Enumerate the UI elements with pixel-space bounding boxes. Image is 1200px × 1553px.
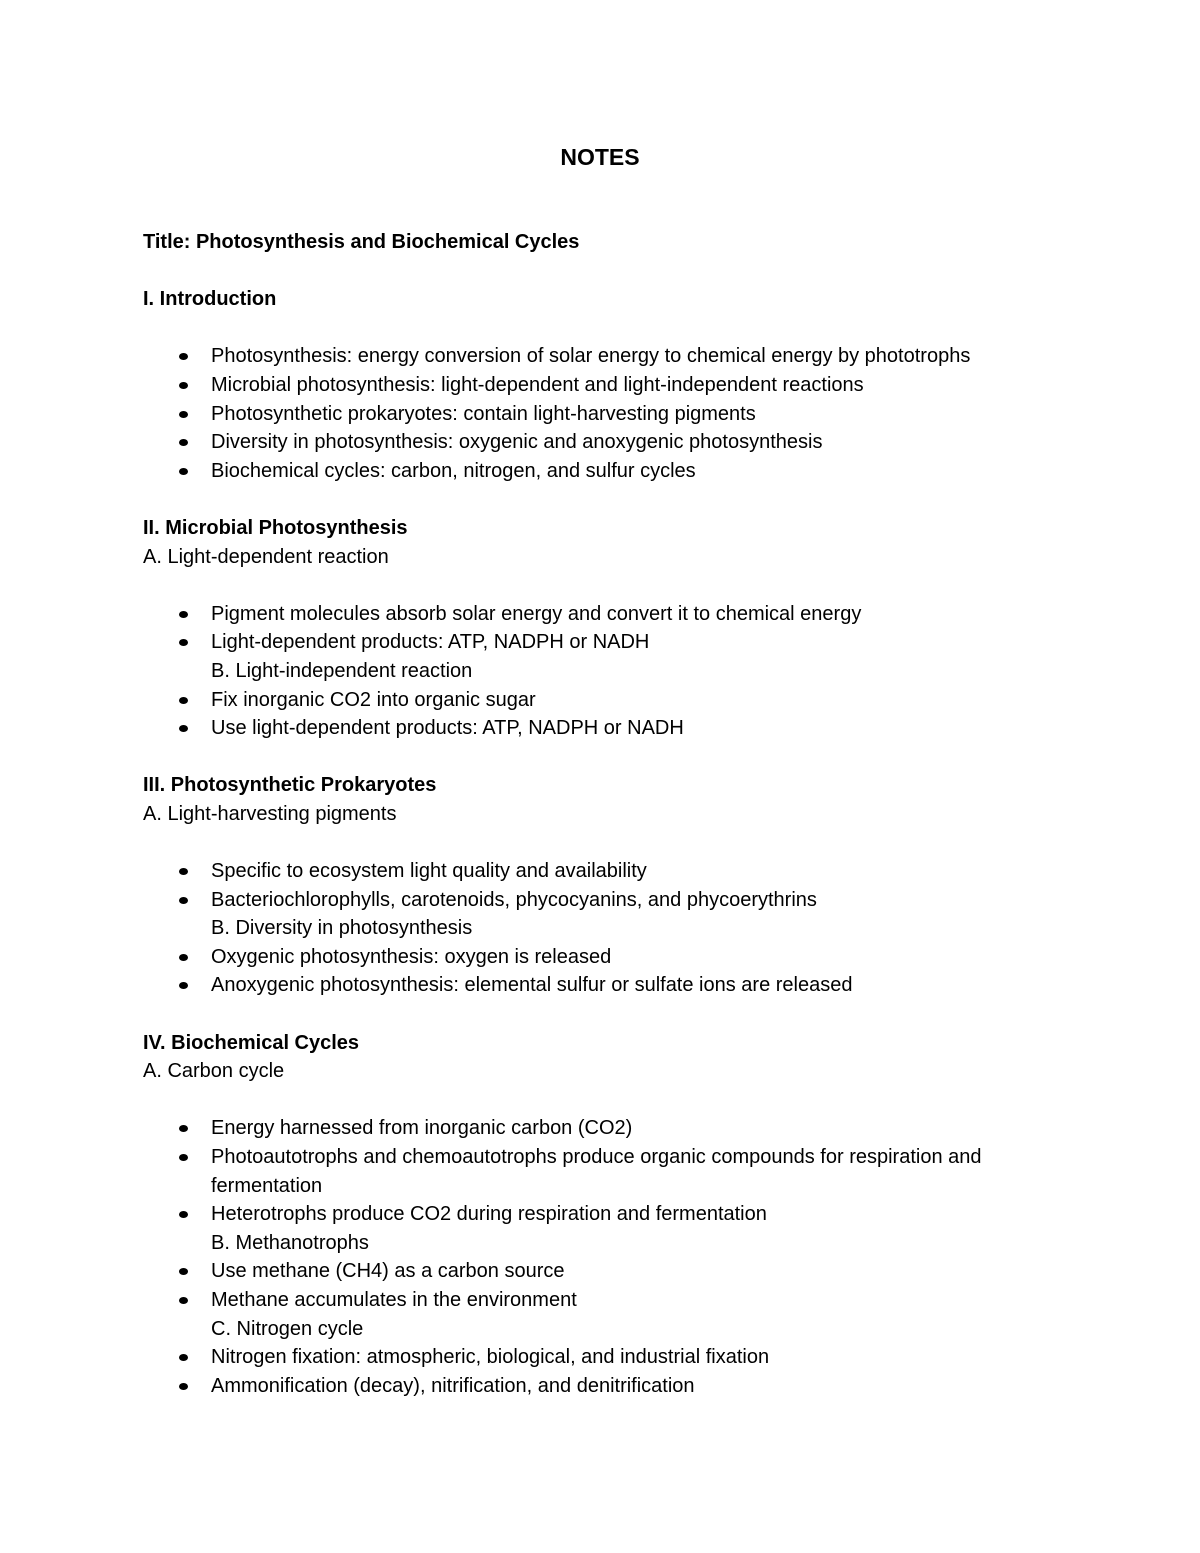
list-item [143, 428, 1103, 457]
list-item [143, 1343, 1103, 1372]
bullet-list-microbial-b [143, 686, 1103, 743]
bullet-list-introduction [143, 342, 1103, 485]
list-item-text: Microbial photosynthesis: light-dependent and light-independent reactions [211, 373, 864, 396]
bullet-icon [179, 353, 188, 360]
list-item [143, 686, 1103, 715]
bullet-list-cycles [143, 1114, 1103, 1228]
subheading-diversity: B. Diversity in photosynthesis [211, 917, 473, 940]
bullet-icon [179, 1154, 188, 1161]
document-content [143, 228, 1103, 1400]
list-item [143, 457, 1103, 486]
bullet-list-cycles-b [143, 1257, 1103, 1314]
list-item-text: Heterotrophs produce CO2 during respiration and fermentation [211, 1203, 767, 1226]
list-item-text: Specific to ecosystem light quality and availability [211, 860, 647, 883]
list-item-text: Bacteriochlorophylls, carotenoids, phycocyanins, and phycoerythrins [211, 888, 817, 911]
section-heading-microbial-photosynthesis: II. Microbial Photosynthesis [143, 516, 408, 539]
list-item-text: Nitrogen fixation: atmospheric, biological, and industrial fixation [211, 1346, 770, 1369]
spacer [143, 485, 1103, 514]
list-item [143, 1114, 1103, 1143]
document-title: Title: Photosynthesis and Biochemical Cycles [143, 231, 580, 253]
section-heading-introduction: I. Introduction [143, 288, 277, 311]
list-item-text: Pigment molecules absorb solar energy and convert it to chemical energy [211, 602, 862, 625]
list-item-text: Fix inorganic CO2 into organic sugar [211, 688, 536, 711]
list-item-text: Methane accumulates in the environment [211, 1288, 577, 1311]
list-item [143, 1286, 1103, 1315]
subheading-light-dependent: A. Light-dependent reaction [143, 545, 389, 568]
list-item-text: Anoxygenic photosynthesis: elemental sulfur or sulfate ions are released [211, 974, 853, 997]
bullet-icon [179, 639, 188, 646]
subheading-nitrogen-cycle: C. Nitrogen cycle [211, 1317, 364, 1340]
subheading-carbon-cycle: A. Carbon cycle [143, 1060, 285, 1083]
list-item-text: Diversity in photosynthesis: oxygenic and anoxygenic photosynthesis [211, 431, 823, 454]
bullet-icon [179, 382, 188, 389]
list-item [143, 628, 1103, 657]
subheading-light-harvesting-pigments: A. Light-harvesting pigments [143, 802, 397, 825]
list-item [143, 1372, 1103, 1401]
bullet-icon [179, 982, 188, 989]
section-heading-photosynthetic-prokaryotes: III. Photosynthetic Prokaryotes [143, 774, 437, 797]
bullet-icon [179, 897, 188, 904]
section-heading-biochemical-cycles: IV. Biochemical Cycles [143, 1031, 360, 1054]
list-item [143, 943, 1103, 972]
spacer [143, 1000, 1103, 1029]
list-item [143, 857, 1103, 886]
subheading-light-independent: B. Light-independent reaction [211, 659, 473, 682]
spacer [143, 743, 1103, 772]
spacer [143, 1086, 1103, 1115]
list-item-text: Biochemical cycles: carbon, nitrogen, and sulfur cycles [211, 459, 696, 482]
list-item-text: Light-dependent products: ATP, NADPH or NADH [211, 631, 650, 654]
list-item [143, 1257, 1103, 1286]
document-heading: NOTES [560, 144, 640, 170]
list-item [143, 714, 1103, 743]
bullet-icon [179, 1354, 188, 1361]
bullet-icon [179, 411, 188, 418]
bullet-list-prokaryotes [143, 857, 1103, 914]
bullet-icon [179, 697, 188, 704]
spacer [143, 314, 1103, 343]
list-item [143, 371, 1103, 400]
list-item-text: Use light-dependent products: ATP, NADPH or NADH [211, 717, 684, 740]
list-item-text: Photosynthesis: energy conversion of solar energy to chemical energy by phototrophs [211, 345, 971, 368]
bullet-icon [179, 1268, 188, 1275]
bullet-list-microbial [143, 600, 1103, 657]
bullet-icon [179, 439, 188, 446]
bullet-icon [179, 725, 188, 732]
bullet-list-prokaryotes-b [143, 943, 1103, 1000]
spacer [143, 571, 1103, 600]
bullet-icon [179, 468, 188, 475]
bullet-icon [179, 1211, 188, 1218]
spacer [143, 257, 1103, 286]
list-item-text: Energy harnessed from inorganic carbon (CO2) [211, 1117, 633, 1140]
list-item [143, 886, 1103, 915]
bullet-icon [179, 868, 188, 875]
list-item [143, 1200, 1103, 1229]
list-item-text: Photosynthetic prokaryotes: contain light-harvesting pigments [211, 402, 756, 425]
bullet-icon [179, 954, 188, 961]
list-item-text: Use methane (CH4) as a carbon source [211, 1260, 565, 1283]
bullet-icon [179, 1297, 188, 1304]
bullet-icon [179, 1383, 188, 1390]
list-item [143, 971, 1103, 1000]
bullet-icon [179, 611, 188, 618]
bullet-icon [179, 1125, 188, 1132]
list-item [143, 342, 1103, 371]
list-item-text: Oxygenic photosynthesis: oxygen is released [211, 945, 612, 968]
list-item [143, 1143, 1051, 1200]
list-item [143, 600, 1103, 629]
spacer [143, 828, 1103, 857]
bullet-list-cycles-c [143, 1343, 1103, 1400]
list-item-text: Photoautotrophs and chemoautotrophs produce organic compounds for respiration and fermentation [211, 1146, 982, 1197]
list-item-text: Ammonification (decay), nitrification, and denitrification [211, 1374, 695, 1397]
subheading-methanotrophs: B. Methanotrophs [211, 1231, 369, 1254]
list-item [143, 400, 1103, 429]
